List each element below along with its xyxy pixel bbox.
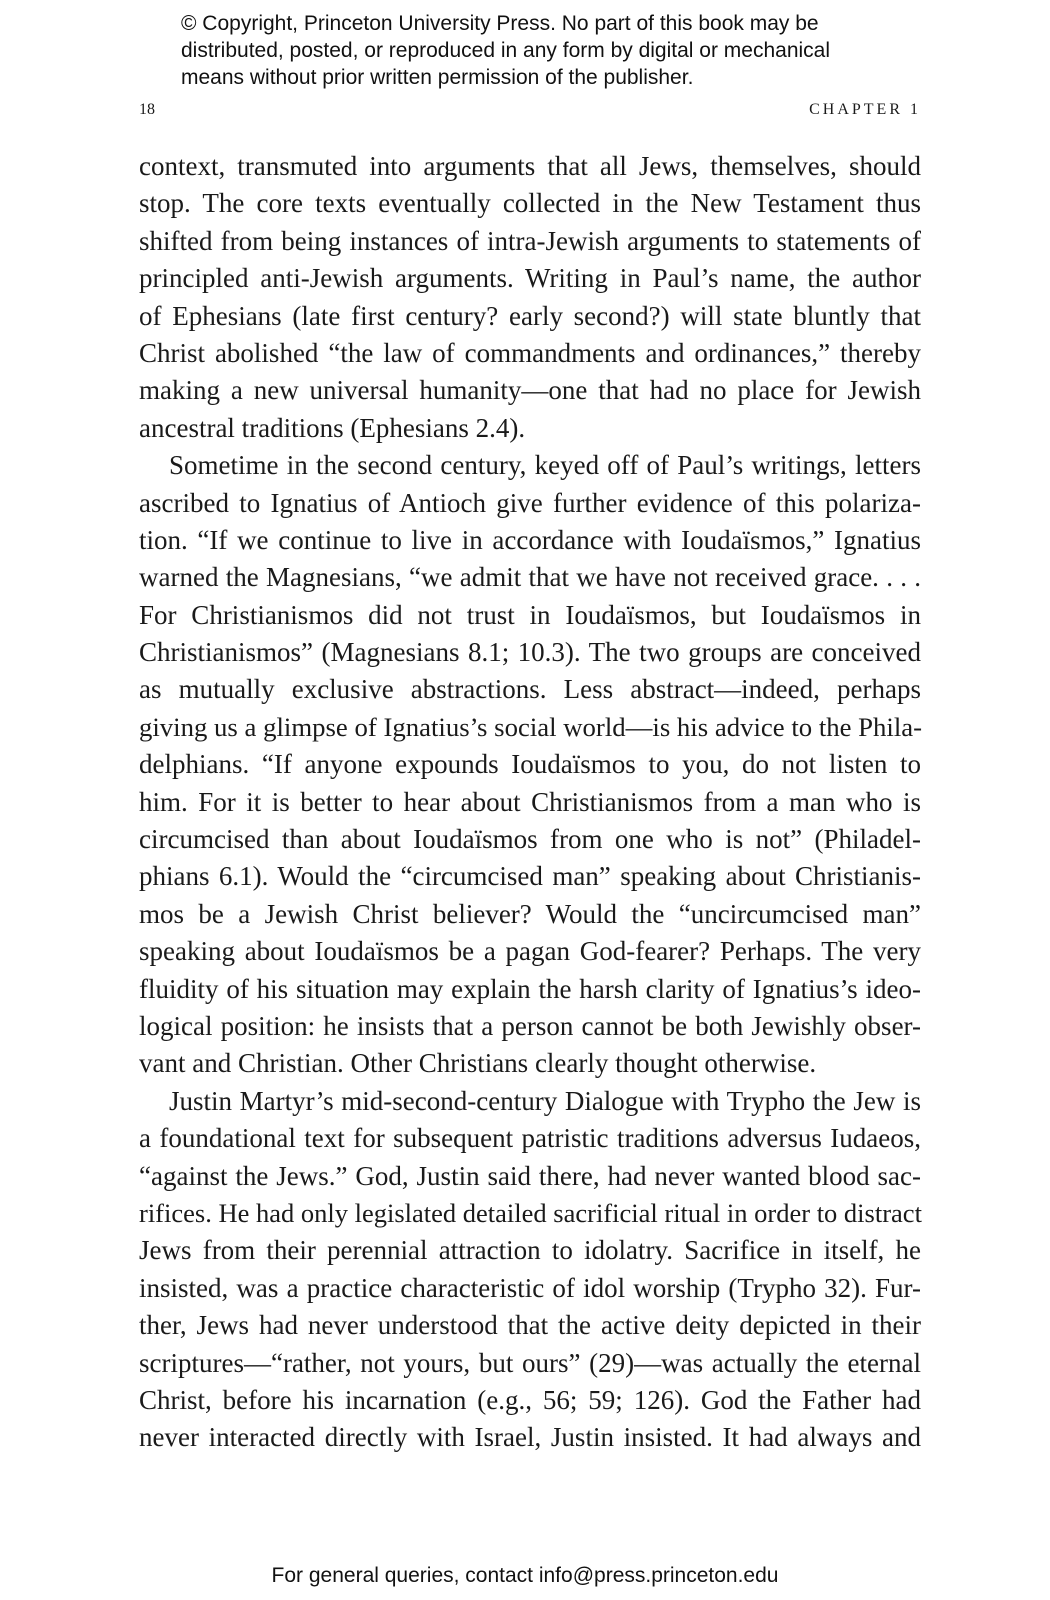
text-line: tion. “If we continue to live in accordance with Ioudaïsmos,” Ignatius bbox=[139, 524, 921, 555]
text-line: For Christianismos did not trust in Ioudaïsmos, but Ioudaïsmos in bbox=[139, 599, 921, 630]
running-head bbox=[139, 101, 921, 125]
text-line: logical position: he insists that a person cannot be both Jewishly obser- bbox=[139, 1010, 921, 1041]
text-line: as mutually exclusive abstractions. Less abstract—indeed, perhaps bbox=[139, 674, 921, 705]
text-line: ancestral traditions (Ephesians 2.4). bbox=[139, 412, 526, 443]
text-line: context, transmuted into arguments that all Jews, themselves, should bbox=[139, 151, 921, 181]
text-line: warned the Magnesians, “we admit that we have not received grace. . . . bbox=[139, 562, 921, 593]
text-line: stop. The core texts eventually collected in the New Testament thus bbox=[139, 188, 921, 219]
text-line: fluidity of his situation may explain the harsh clarity of Ignatius’s ideo- bbox=[139, 973, 921, 1004]
text-line: phians 6.1). Would the “circumcised man” speaking about Christianis- bbox=[139, 861, 921, 892]
chapter-label: CHAPTER 1 bbox=[809, 101, 921, 118]
text-line: shifted from being instances of intra-Jewish arguments to statements of bbox=[139, 225, 921, 256]
text-line: circumcised than about Ioudaïsmos from one who is not” (Philadel- bbox=[139, 824, 921, 855]
text-line: scriptures—“rather, not yours, but ours” (29)—was actually the eternal bbox=[139, 1347, 921, 1378]
text-line: principled anti-Jewish arguments. Writing in Paul’s name, the author bbox=[139, 263, 921, 294]
text-line: delphians. “If anyone expounds Ioudaïsmos to you, do not listen to bbox=[139, 749, 921, 780]
page-number: 18 bbox=[139, 101, 155, 118]
text-line: rifices. He had only legislated detailed sacrificial ritual in order to distract bbox=[139, 1197, 922, 1228]
text-line: mos be a Jewish Christ believer? Would the “uncircumcised man” bbox=[139, 898, 921, 929]
text-line: of Ephesians (late first century? early second?) will state bluntly that bbox=[139, 300, 921, 331]
contact-footer: For general queries, contact info@press.princeton.edu bbox=[271, 1564, 779, 1587]
text-line: Christianismos” (Magnesians 8.1; 10.3). The two groups are conceived bbox=[139, 637, 921, 668]
text-line: vant and Christian. Other Christians clearly thought otherwise. bbox=[139, 1048, 817, 1079]
text-line: giving us a glimpse of Ignatius’s social world—is his advice to the Phila- bbox=[139, 711, 923, 742]
text-line: “against the Jews.” God, Justin said there, had never wanted blood sac- bbox=[139, 1160, 921, 1191]
text-line: Justin Martyr’s mid-second-century Dialogue with Trypho the Jew is bbox=[169, 1085, 921, 1116]
text-line: ther, Jews had never understood that the active deity depicted in their bbox=[139, 1310, 921, 1341]
text-line: insisted, was a practice characteristic of idol worship (Trypho 32). Fur- bbox=[139, 1272, 921, 1303]
body-text bbox=[139, 148, 921, 1457]
text-line: ascribed to Ignatius of Antioch give further evidence of this polariza- bbox=[139, 487, 921, 518]
text-line: speaking about Ioudaïsmos be a pagan God-fearer? Perhaps. The very bbox=[139, 936, 921, 967]
copyright-line: distributed, posted, or reproduced in any form by digital or mechanical bbox=[181, 39, 831, 62]
copyright-line: means without prior written permission of the publisher. bbox=[181, 66, 694, 89]
text-line: Christ abolished “the law of commandments and ordinances,” thereby bbox=[139, 337, 921, 368]
copyright-line: © Copyright, Princeton University Press. No part of this book may be bbox=[181, 12, 819, 35]
copyright-notice bbox=[181, 10, 901, 91]
text-line: Christ, before his incarnation (e.g., 56; 59; 126). God the Father had bbox=[139, 1384, 921, 1415]
text-line: Sometime in the second century, keyed off of Paul’s writings, letters bbox=[169, 450, 921, 481]
text-line: him. For it is better to hear about Christianismos from a man who is bbox=[139, 786, 921, 817]
text-line: a foundational text for subsequent patristic traditions adversus Iudaeos, bbox=[139, 1123, 921, 1154]
text-line: Jews from their perennial attraction to idolatry. Sacrifice in itself, he bbox=[139, 1235, 921, 1266]
text-line: never interacted directly with Israel, Justin insisted. It had always and bbox=[139, 1422, 921, 1453]
text-line: making a new universal humanity—one that had no place for Jewish bbox=[139, 375, 921, 406]
